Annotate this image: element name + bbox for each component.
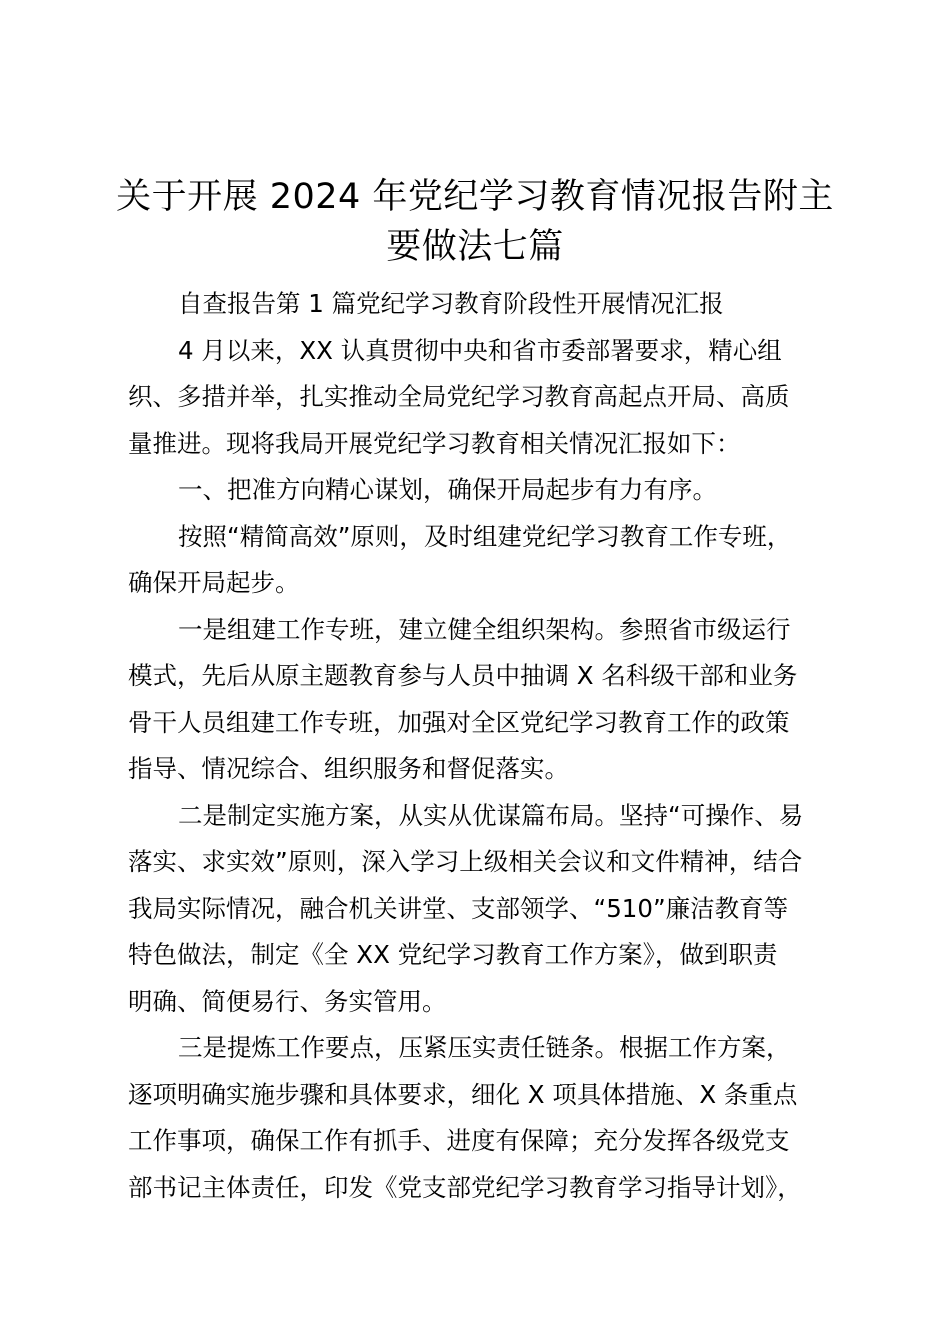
paragraph-line: 按照“精简高效”原则，及时组建党纪学习教育工作专班， [178,521,792,551]
paragraph-line: 确保开局起步。 [128,568,300,597]
paragraph-line: 我局实际情况，融合机关讲堂、支部领学、“510”廉洁教育等 [128,893,789,923]
paragraph-line: 特色做法，制定《全 XX 党纪学习教育工作方案》，做到职责 [128,940,778,969]
paragraph-line: 模式，先后从原主题教育参与人员中抽调 X 名科级干部和业务 [128,661,798,690]
paragraph-line: 部书记主体责任，印发《党支部党纪学习教育学习指导计划》， [128,1172,802,1202]
document-title [110,172,840,272]
paragraph-line: 骨干人员组建工作专班，加强对全区党纪学习教育工作的政策 [128,707,790,737]
paragraph-line: 二是制定实施方案，从实从优谋篇布局。坚持“可操作、易 [178,800,804,830]
paragraph-line: 指导、情况综合、组织服务和督促落实。 [128,754,569,783]
title-line-1: 关于开展 2024 年党纪学习教育情况报告附主 [116,177,834,217]
paragraph-line: 量推进。现将我局开展党纪学习教育相关情况汇报如下： [128,428,741,458]
paragraph-line: 三是提炼工作要点，压紧压实责任链条。根据工作方案， [178,1033,791,1062]
paragraph-line: 逐项明确实施步骤和具体要求，细化 X 项具体措施、X 条重点 [128,1079,798,1109]
paragraph-line: 4 月以来，XX 认真贯彻中央和省市委部署要求，精心组 [178,335,782,365]
paragraph-line: 明确、简便易行、务实管用。 [128,986,447,1016]
title-line-2: 要做法七篇 [386,227,564,267]
paragraph-line: 一是组建工作专班，建立健全组织架构。参照省市级运行 [178,614,791,644]
document-body [128,281,840,1211]
paragraph-line: 工作事项，确保工作有抓手、进度有保障；充分发挥各级党支 [128,1126,790,1155]
paragraph-line: 落实、求实效”原则，深入学习上级相关会议和文件精神，结合 [128,847,803,876]
subtitle-line: 自查报告第 1 篇党纪学习教育阶段性开展情况汇报 [178,289,724,318]
paragraph-line: 织、多措并举，扎实推动全局党纪学习教育高起点开局、高质 [128,382,790,411]
section-heading: 一、把准方向精心谋划，确保开局起步有力有序。 [178,475,717,504]
